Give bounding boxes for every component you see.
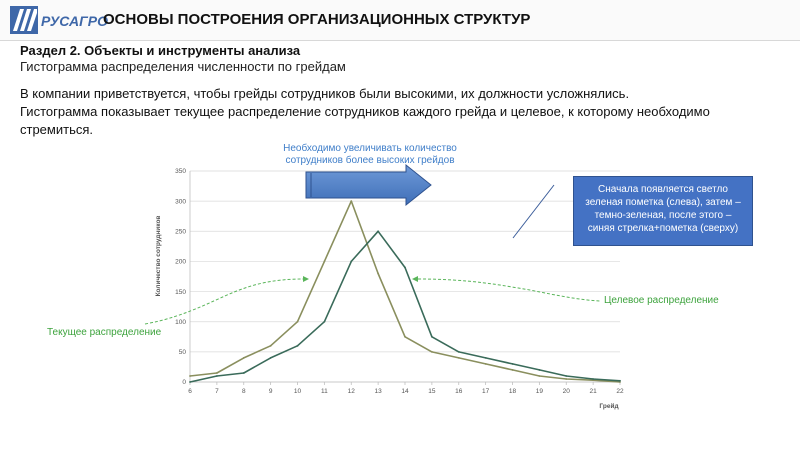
data-point (485, 357, 487, 359)
logo-text: РУСАГРО (41, 13, 108, 29)
section-title: Раздел 2. Объекты и инструменты анализа (20, 43, 301, 58)
current-curve-arrowhead (303, 276, 309, 282)
x-tick-label: 17 (482, 388, 490, 395)
data-point (404, 336, 406, 338)
y-tick-label: 350 (175, 168, 186, 176)
instruction-note-box: Сначала появляется светло зеленая пометка (слева), затем – темно-зеленая, после этого – синяя стрелка+пометка (сверху) (573, 176, 753, 246)
data-point (216, 372, 218, 374)
data-point (431, 351, 433, 353)
target-distribution-label: Целевое распределение (604, 295, 719, 306)
data-point (243, 372, 245, 374)
data-point (216, 375, 218, 377)
data-point (350, 200, 352, 202)
y-tick-label: 200 (175, 258, 186, 266)
y-tick-label: 100 (175, 318, 186, 326)
data-point (565, 378, 567, 380)
data-point (243, 357, 245, 359)
x-tick-label: 12 (347, 388, 355, 395)
x-tick-label: 19 (535, 388, 543, 395)
target-curve-arrowhead (412, 276, 418, 282)
data-point (565, 375, 567, 377)
x-tick-label: 14 (401, 388, 409, 395)
chart-grid (190, 171, 620, 382)
target-distribution-curve (418, 279, 600, 301)
data-point (592, 378, 594, 380)
data-point (189, 375, 191, 377)
x-tick-label: 21 (589, 388, 597, 395)
data-point (323, 261, 325, 263)
data-point (350, 261, 352, 263)
data-point (458, 351, 460, 353)
y-axis-title: Количество сотрудников (155, 215, 162, 297)
arrow-annotation: Необходимо увеличивать количество сотрудников более высоких грейдов (283, 143, 457, 166)
y-tick-label: 150 (175, 288, 186, 296)
x-tick-label: 13 (374, 388, 382, 395)
data-point (458, 357, 460, 359)
data-point (512, 369, 514, 371)
chart-subtitle: Гистограмма распределения численности по грейдам (20, 59, 346, 74)
y-tick-label: 50 (178, 349, 186, 357)
x-tick-label: 7 (215, 388, 219, 395)
chart-axes (175, 168, 624, 395)
series-line-1 (190, 231, 620, 382)
data-point (270, 357, 272, 359)
note-pointer-line (513, 185, 554, 238)
data-point (377, 230, 379, 232)
x-tick-label: 18 (508, 388, 517, 395)
data-point (512, 363, 514, 365)
x-tick-label: 6 (188, 388, 192, 395)
data-point (297, 321, 299, 323)
x-tick-label: 16 (455, 388, 463, 395)
data-point (431, 336, 433, 338)
y-tick-label: 300 (175, 198, 186, 206)
x-tick-label: 22 (616, 388, 624, 395)
x-tick-label: 15 (428, 388, 436, 395)
body-text: В компании приветствуется, чтобы грейды сотрудников были высокими, их должности усложнялись. Гистограмма показывает текущее распределение сотрудников каждого грейда и целевое, к которому необходимо стремиться. (20, 86, 710, 137)
current-distribution-label: Текущее распределение (47, 327, 162, 338)
data-point (538, 369, 540, 371)
data-point (297, 345, 299, 347)
x-tick-label: 10 (293, 388, 302, 395)
y-tick-label: 0 (182, 379, 186, 387)
data-point (619, 380, 621, 382)
data-point (270, 345, 272, 347)
data-point (377, 273, 379, 275)
data-point (485, 363, 487, 365)
y-tick-label: 250 (175, 228, 186, 236)
data-point (404, 267, 406, 269)
x-tick-label: 8 (241, 388, 246, 395)
current-distribution-curve (145, 279, 303, 324)
data-point (189, 381, 191, 383)
x-axis-title: Грейд (599, 403, 619, 410)
data-point (323, 321, 325, 323)
x-tick-label: 20 (562, 388, 570, 395)
page-title: ОСНОВЫ ПОСТРОЕНИЯ ОРГАНИЗАЦИОННЫХ СТРУКТУР (103, 11, 531, 28)
data-point (538, 375, 540, 377)
x-tick-label: 11 (321, 388, 328, 395)
x-tick-label: 9 (268, 388, 273, 395)
